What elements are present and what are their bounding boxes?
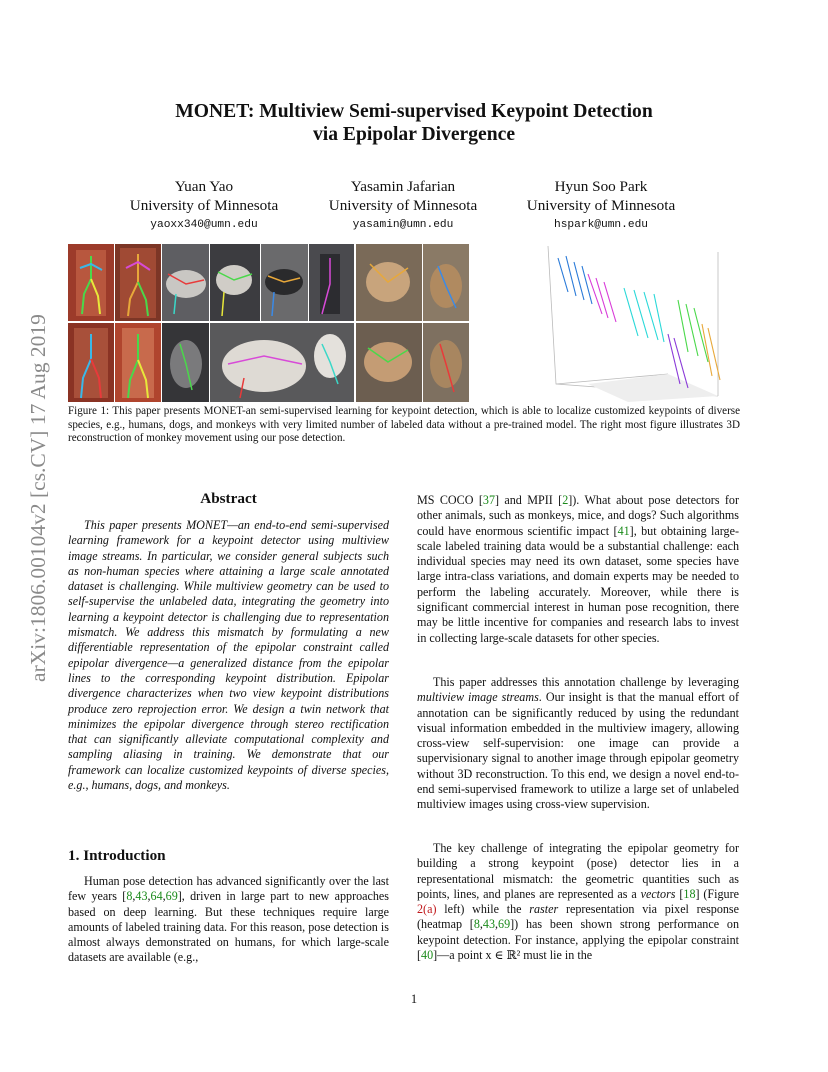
photo-monkey-4 — [423, 323, 469, 402]
figure-1-caption: Figure 1: This paper presents MONET-an semi-supervised learning for keypoint detection, which is able to localize customized keypoints of diverse species, e.g., humans, dogs, and monkeys with very limited number of labeled data without a pre-trained model. The right most figure illustrates 3D reconstruction of monkey movement using our pose detection. — [68, 405, 740, 445]
citation-link[interactable]: 43 — [482, 917, 495, 932]
author-email[interactable]: yasamin@umn.edu — [352, 219, 454, 231]
figure-1-teaser — [68, 244, 740, 402]
author-name: Hyun Soo Park — [554, 178, 648, 195]
intro-paragraph-3 — [417, 675, 739, 813]
emphasis: vectors — [640, 886, 676, 901]
author-email[interactable]: hspark@umn.edu — [554, 219, 648, 231]
citation-link[interactable]: 41 — [617, 523, 630, 538]
intro-right-column — [417, 841, 739, 963]
citation-link[interactable]: 69 — [498, 917, 511, 932]
intro-right-column — [417, 675, 739, 813]
author-name: Yuan Yao — [174, 178, 234, 195]
text-run: ]) has been shown strong performance on keypoint detection. For instance, applying the epipolar constraint [ — [417, 917, 739, 963]
intro-paragraph-1: Human pose detection has advanced significantly over the last few years [8,43,64,69], driven in large part to new approaches based on deep learning. But these techniques require large amounts of labeled training data. For this reason, pose detection is almost always demonstrated on humans, for which large-scale datasets are available (e.g., — [68, 874, 389, 965]
intro-paragraph-4: The key challenge of integrating the epipolar geometry for building a strong keypoint (pose) detector lies in a representational mismatch: the geometric quantities such as points, lines, and planes are represented as a vectors [18] (Figure 2(a) left) while the raster representation via pixel response (heatmap [8,43,69]) has been shown strong performance on keypoint detection. For instance, applying the epipolar constraint [40]—a point x ∈ ℝ² must lie in the — [417, 841, 739, 963]
page-number: 1 — [410, 992, 418, 1006]
text-run: . Our insight is that the manual effort of annotation can be significantly reduced by using the redundant visual information embedded in the multiview imagery, allowing cross-view self-supervision: one image can provide a supervisionary signal to another image through epipolar geometry without 3D reconstruction. To this end, we design a novel end-to-end semi-supervised framework to utilize a large set of unlabeled multiview images using cross-view supervision. — [417, 690, 739, 812]
author-name: Yasamin Jafarian — [350, 178, 456, 195]
photo-dog-5 — [162, 323, 209, 402]
author-affiliation: University of Minnesota — [129, 197, 279, 214]
paper-title-line-2: via Epipolar Divergence — [312, 124, 516, 145]
figure-reference-link[interactable]: 2(a) — [417, 902, 437, 917]
author-block — [104, 177, 304, 232]
author-email[interactable]: yaoxx340@umn.edu — [150, 219, 258, 231]
text-run: left) while the — [436, 902, 530, 917]
author-affiliation: University of Minnesota — [526, 197, 676, 214]
citation-link[interactable]: 64 — [150, 889, 163, 904]
abstract-text: This paper presents MONET—an end-to-end semi-supervised learning framework for a keypoint detector using multiview image streams. In particular, we consider general subjects such as non-human species where attaining a large scale annotated dataset is challenging. While multiview geometry can be used to self-supervise the unlabeled data, integrating the geometry into learning a keypoint detector is challenging due to representation mismatch. We address this mismatch by formulating a new differentiable representation of the epipolar constraint called epipolar divergence—a generalized distance from the epipolar lines to the corresponding keypoint distribution. Epipolar divergence characterizes when two view keypoint distributions produce zero reprojection error. We design a twin network that minimizes the epipolar divergence through stereo rectification that can significantly alleviate computational complexity and sampling aliasing in training. We demonstrate that our framework can localize customized keypoints of diverse species, e.g., humans, dogs, and monkeys. — [68, 518, 389, 793]
citation-link[interactable]: 2 — [562, 493, 569, 507]
citation-link[interactable]: 8 — [473, 917, 480, 932]
photo-humans-4 — [115, 323, 161, 402]
citation-link[interactable]: 8 — [126, 889, 133, 904]
paper-title-line-1: MONET: Multiview Semi-supervised Keypoint Detection — [175, 101, 653, 122]
emphasis: raster — [529, 902, 559, 917]
citation-link[interactable]: 43 — [135, 889, 148, 904]
text-run: ], driven in large part to new approaches based on deep learning. But these techniques require large amounts of labeled training data. For this reason, pose detection is almost always demonstrated on humans, for which large-scale datasets are available (e.g., — [68, 889, 389, 965]
text-run: [ — [675, 886, 684, 901]
photo-dog-2 — [210, 244, 260, 321]
citation-link[interactable]: 40 — [421, 948, 434, 963]
author-affiliation: University of Minnesota — [328, 197, 478, 214]
emphasis: multiview image streams — [417, 690, 539, 705]
text-run: ]). What about pose detectors for other animals, such as monkeys, mice, and dogs? Such algorithms could have enormous scientific impact [ — [417, 493, 740, 538]
text-run: The key challenge of integrating the epipolar geometry for building a strong keypoint (pose) detector lies in a representational mismatch: the geometric quantities such as points, lines, and planes are represented as a — [417, 841, 739, 901]
photo-dog-4 — [309, 244, 354, 321]
text-run: MS COCO [ — [417, 493, 483, 507]
arxiv-stamp-text: arXiv:1806.00104v2 [cs.CV] 17 Aug 2019 — [26, 314, 50, 682]
text-run: This paper addresses this annotation challenge by leveraging — [433, 675, 739, 689]
text-run: ] and MPII [ — [494, 493, 563, 507]
photo-dog-1 — [162, 244, 209, 321]
text-run: ]—a point x ∈ ℝ² must lie in the — [433, 948, 593, 963]
photo-humans-1 — [68, 244, 114, 321]
photo-humans-2 — [115, 244, 161, 321]
section-heading-introduction: 1. Introduction — [68, 847, 166, 864]
citation-link[interactable]: 69 — [165, 889, 178, 904]
author-block — [501, 177, 701, 232]
citation-link[interactable]: 18 — [683, 886, 696, 901]
intro-left-column — [68, 874, 389, 966]
photo-humans-3 — [68, 323, 114, 402]
text-run: representation via pixel response (heatmap [ — [417, 902, 739, 932]
abstract-block — [68, 518, 389, 793]
text-run: ], but obtaining large-scale labeled training data would be a substantial challenge: each individual species may need its own dataset, some species have large intra-class variations, and domain experts may be needed to perform the labeling accurately. Moreover, while there is significant commercial interest in human pose recognition, there may be little incentive for companies and research labs to invest in collecting large-scale datasets for other species. — [417, 523, 739, 645]
abstract-heading: Abstract — [200, 490, 257, 507]
citation-link[interactable]: 37 — [482, 493, 495, 507]
intro-right-column — [417, 493, 739, 646]
intro-paragraph-2 — [417, 493, 739, 646]
author-block — [303, 177, 503, 232]
photo-dog-6 — [210, 323, 354, 402]
text-run: ] (Figure — [695, 886, 739, 901]
text-run: Human pose detection has advanced significantly over the last few years [ — [68, 874, 389, 904]
monkey-3d-reconstruction — [546, 244, 740, 402]
arxiv-stamp — [14, 286, 56, 710]
photo-dog-3 — [261, 244, 308, 321]
photo-monkey-1 — [356, 244, 422, 321]
photo-monkey-3 — [356, 323, 422, 402]
photo-monkey-2 — [423, 244, 469, 321]
